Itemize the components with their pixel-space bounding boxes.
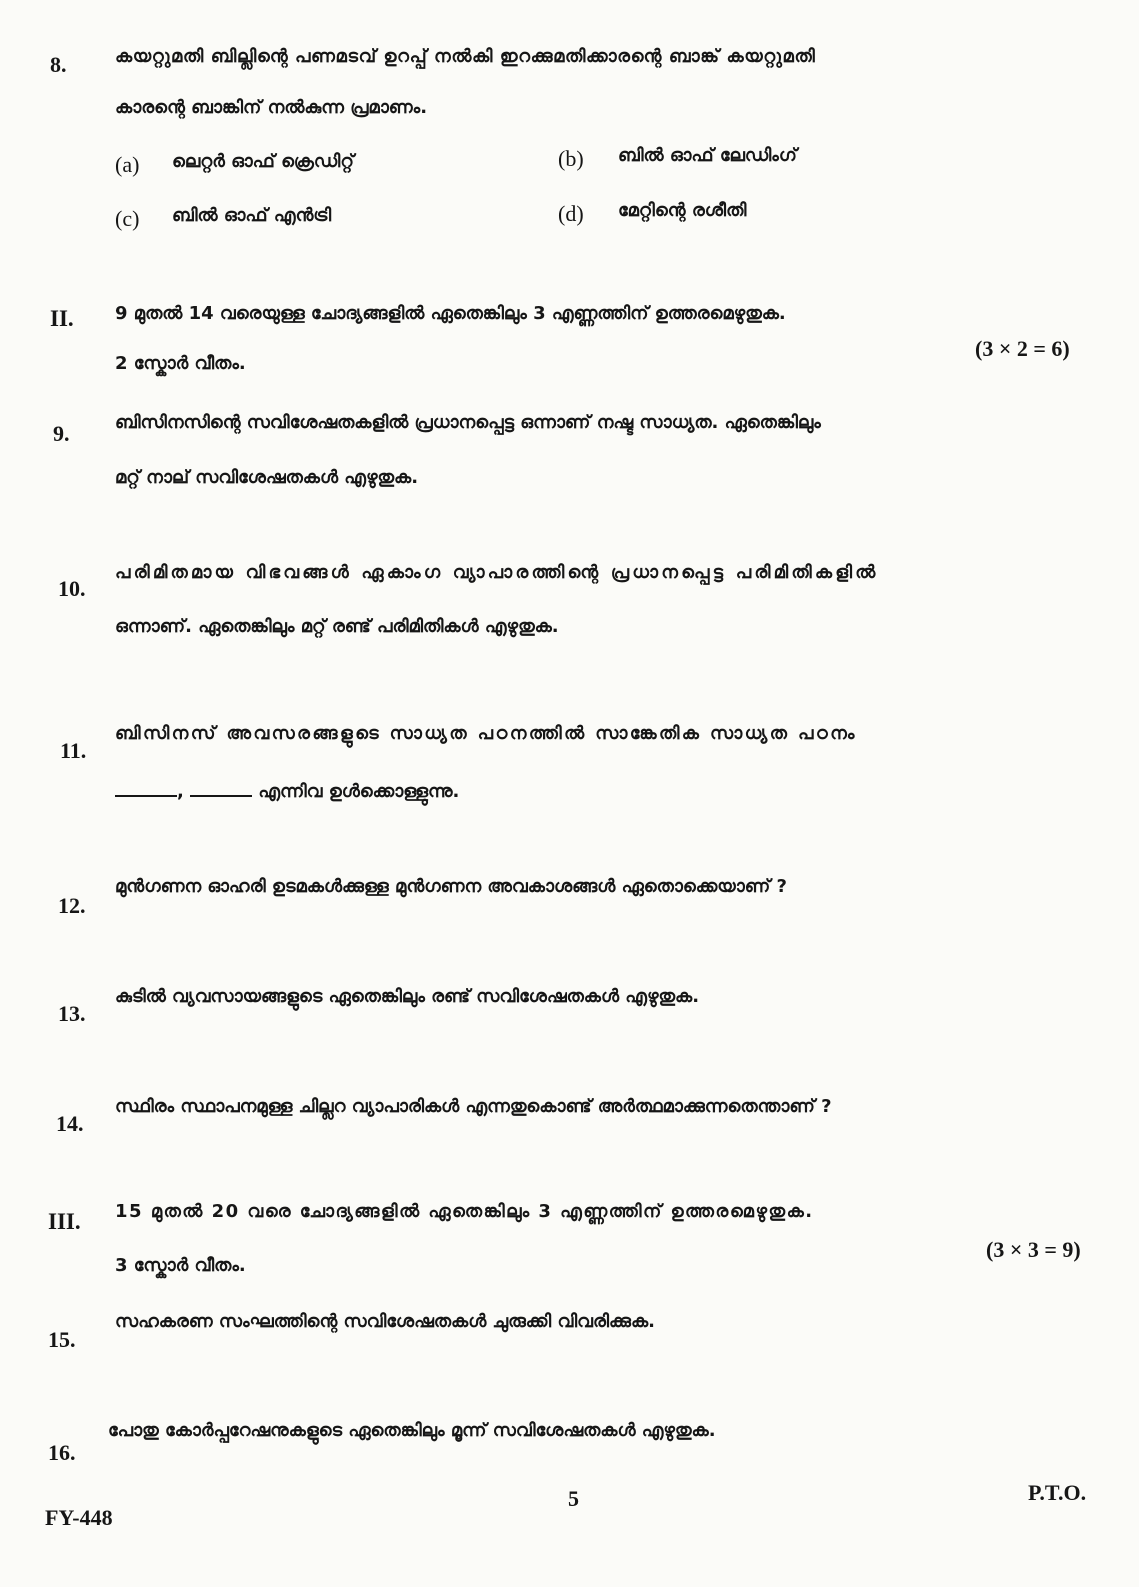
q8-number: 8. — [50, 52, 67, 77]
q10-number: 10. — [58, 576, 86, 601]
section-3-marks: (3 × 3 = 9) — [986, 1237, 1081, 1262]
q13-text: കുടിൽ വ്യവസായങ്ങളുടെ ഏതെങ്കിലും രണ്ട് സവിശേഷതകൾ എഴുതുക. — [115, 986, 700, 1007]
q8-text-line2: കാരന്റെ ബാങ്കിന് നൽകുന്ന പ്രമാണം. — [115, 97, 428, 118]
section-3-instruction: 15 മുതൽ 20 വരെ ചോദ്യങ്ങളിൽ ഏതെങ്കിലും 3 എണ്ണത്തിന് ഉത്തരമെഴുതുക. — [115, 1201, 814, 1222]
q11-number: 11. — [60, 738, 87, 763]
section-2-numeral: II. — [50, 306, 74, 331]
section-3-score: 3 സ്കോർ വീതം. — [115, 1255, 246, 1276]
q8-option-a-label: (a) — [115, 152, 140, 177]
q8-option-b-text: ബിൽ ഓഫ് ലേഡിംഗ് — [618, 145, 797, 166]
q10-text-line2: ഒന്നാണ്. ഏതെങ്കിലും മറ്റ് രണ്ട് പരിമിതികൾ എഴുതുക. — [115, 616, 559, 637]
q11-comma: , — [177, 781, 184, 802]
q15-text: സഹകരണ സംഘത്തിന്റെ സവിശേഷതകൾ ചുരുക്കി വിവരിക്കുക. — [115, 1311, 655, 1332]
q8-option-c-text: ബിൽ ഓഫ് എൻട്രി — [172, 205, 332, 226]
q8-option-d-text: മേറ്റിന്റെ രശീതി — [618, 200, 747, 221]
q8-option-d-label: (d) — [558, 201, 584, 226]
q8-option-a-text: ലെറ്റർ ഓഫ് ക്രെഡിറ്റ് — [172, 151, 354, 172]
q14-number: 14. — [56, 1111, 84, 1136]
q9-text-line2: മറ്റ് നാല് സവിശേഷതകൾ എഴുതുക. — [115, 467, 419, 488]
pto-label: P.T.O. — [1028, 1480, 1087, 1505]
q8-text-line1: കയറ്റുമതി ബില്ലിന്റെ പണമടവ് ഉറപ്പ് നൽകി ഇറക്കുമതിക്കാരന്റെ ബാങ്ക് കയറ്റുമതി — [115, 46, 816, 67]
q12-number: 12. — [58, 893, 86, 918]
q16-number: 16. — [48, 1440, 76, 1465]
q13-number: 13. — [58, 1001, 86, 1026]
section-3-numeral: III. — [48, 1209, 81, 1234]
section-2-score: 2 സ്കോർ വീതം. — [115, 353, 246, 374]
q11-text-line2: എന്നിവ ഉൾക്കൊള്ളുന്നു. — [258, 781, 460, 802]
q14-text: സ്ഥിരം സ്ഥാപനമുള്ള ചില്ലറ വ്യാപാരികൾ എന്നതുകൊണ്ട് അർത്ഥമാക്കുന്നതെന്താണ് ? — [115, 1096, 832, 1117]
q11-text-line1: ബിസിനസ് അവസരങ്ങളുടെ സാധ്യത പഠനത്തിൽ സാങ്കേതിക സാധ്യത പഠനം — [115, 723, 857, 744]
q8-option-b-label: (b) — [558, 146, 584, 171]
page-number: 5 — [568, 1486, 579, 1511]
section-2-instruction: 9 മുതൽ 14 വരെയുള്ള ചോദ്യങ്ങളിൽ ഏതെങ്കിലും 3 എണ്ണത്തിന് ഉത്തരമെഴുതുക. — [115, 303, 786, 324]
q11-answer-blank-1 — [115, 794, 177, 797]
q11-answer-blank-2 — [190, 794, 252, 797]
q9-number: 9. — [53, 421, 70, 446]
q10-text-line1: പരിമിതമായ വിഭവങ്ങൾ ഏകാംഗ വ്യാപാരത്തിന്റെ പ്രധാനപ്പെട്ട പരിമിതികളിൽ — [115, 562, 879, 583]
q11-text-line2-wrap — [115, 781, 459, 802]
section-2-marks: (3 × 2 = 6) — [975, 336, 1070, 361]
exam-code: FY-448 — [45, 1505, 113, 1530]
q12-text: മുൻഗണന ഓഹരി ഉടമകൾക്കുള്ള മുൻഗണന അവകാശങ്ങൾ ഏതൊക്കെയാണ് ? — [115, 876, 787, 897]
q9-text-line1: ബിസിനസിന്റെ സവിശേഷതകളിൽ പ്രധാനപ്പെട്ട ഒന്നാണ് നഷ്ട സാധ്യത. ഏതെങ്കിലും — [115, 412, 821, 433]
q15-number: 15. — [48, 1327, 76, 1352]
q16-text: പോതു കോർപ്പറേഷനുകളുടെ ഏതെങ്കിലും മൂന്ന് സവിശേഷതകൾ എഴുതുക. — [108, 1420, 716, 1441]
q8-option-c-label: (c) — [115, 206, 140, 231]
